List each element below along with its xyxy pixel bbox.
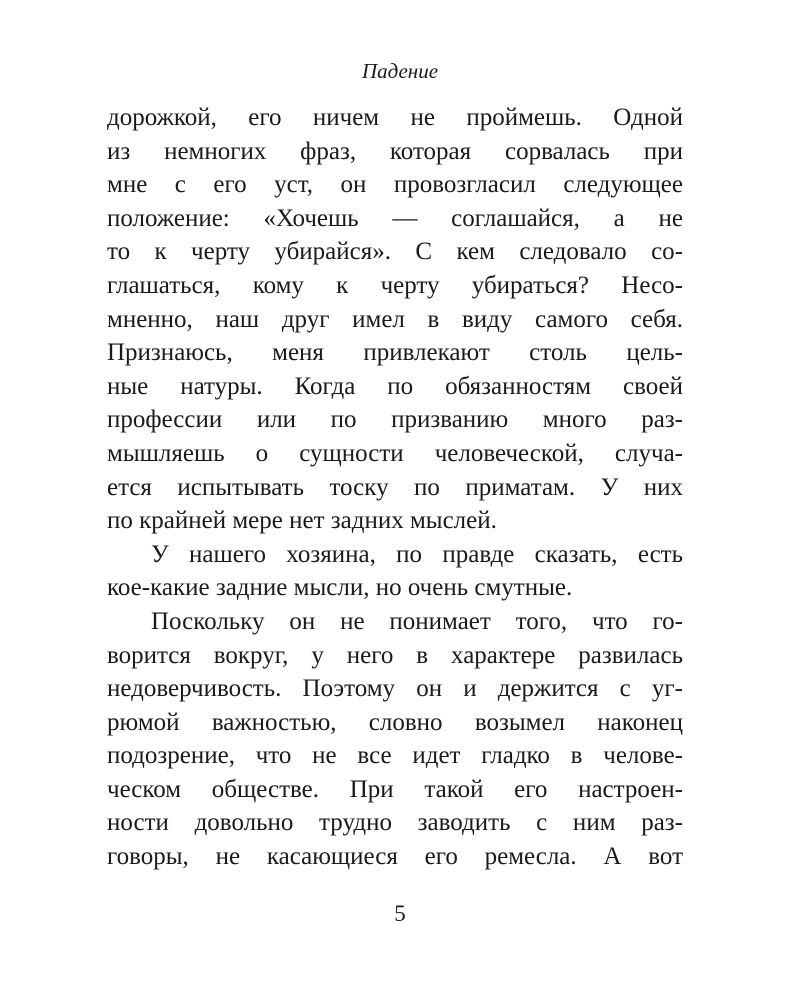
text-line: кое-какие задние мысли, но очень смутные.: [107, 574, 573, 602]
body-text: [107, 101, 683, 874]
text-line: ности довольно трудно заводить с ним раз-: [107, 809, 683, 837]
text-line: недоверчивость. Поэтому он и держится с уг-: [107, 675, 683, 703]
text-line: мне с его уст, он провозгласил следующее: [107, 171, 683, 199]
text-line: из немногих фраз, которая сорвалась при: [107, 137, 683, 165]
paragraph-first-line: У нашего хозяина, по правде сказать, есть: [151, 540, 683, 568]
text-line: профессии или по призванию много раз-: [107, 406, 683, 434]
text-line: ческом обществе. При такой его настроен-: [107, 775, 683, 803]
text-line: то к черту убирайся». С кем следовало со-: [107, 238, 683, 266]
page-number: 5: [394, 901, 406, 926]
text-line: Признаюсь, меня привлекают столь цель-: [107, 339, 683, 367]
running-title: Падение: [361, 59, 439, 83]
text-line: рюмой важностью, словно возымел наконец: [107, 708, 683, 736]
paragraph-first-line: Поскольку он не понимает того, что го-: [151, 607, 683, 635]
text-line: ется испытывать тоску по приматам. У них: [107, 473, 683, 501]
text-line: глашаться, кому к черту убираться? Несо-: [107, 271, 683, 299]
text-line: говоры, не касающиеся его ремесла. А вот: [107, 843, 683, 871]
text-line: ворится вокруг, у него в характере развилась: [107, 641, 683, 669]
text-line: подозрение, что не все идет гладко в челове-: [107, 742, 683, 770]
text-line: по крайней мере нет задних мыслей.: [107, 507, 497, 535]
text-line: мышляешь о сущности человеческой, случа-: [107, 439, 683, 467]
text-line: ные натуры. Когда по обязанностям своей: [107, 372, 683, 400]
text-line: положение: «Хочешь — соглашайся, а не: [107, 204, 683, 232]
text-line: дорожкой, его ничем не проймешь. Одной: [107, 104, 683, 131]
text-line: мненно, наш друг имел в виду самого себя.: [107, 305, 683, 333]
